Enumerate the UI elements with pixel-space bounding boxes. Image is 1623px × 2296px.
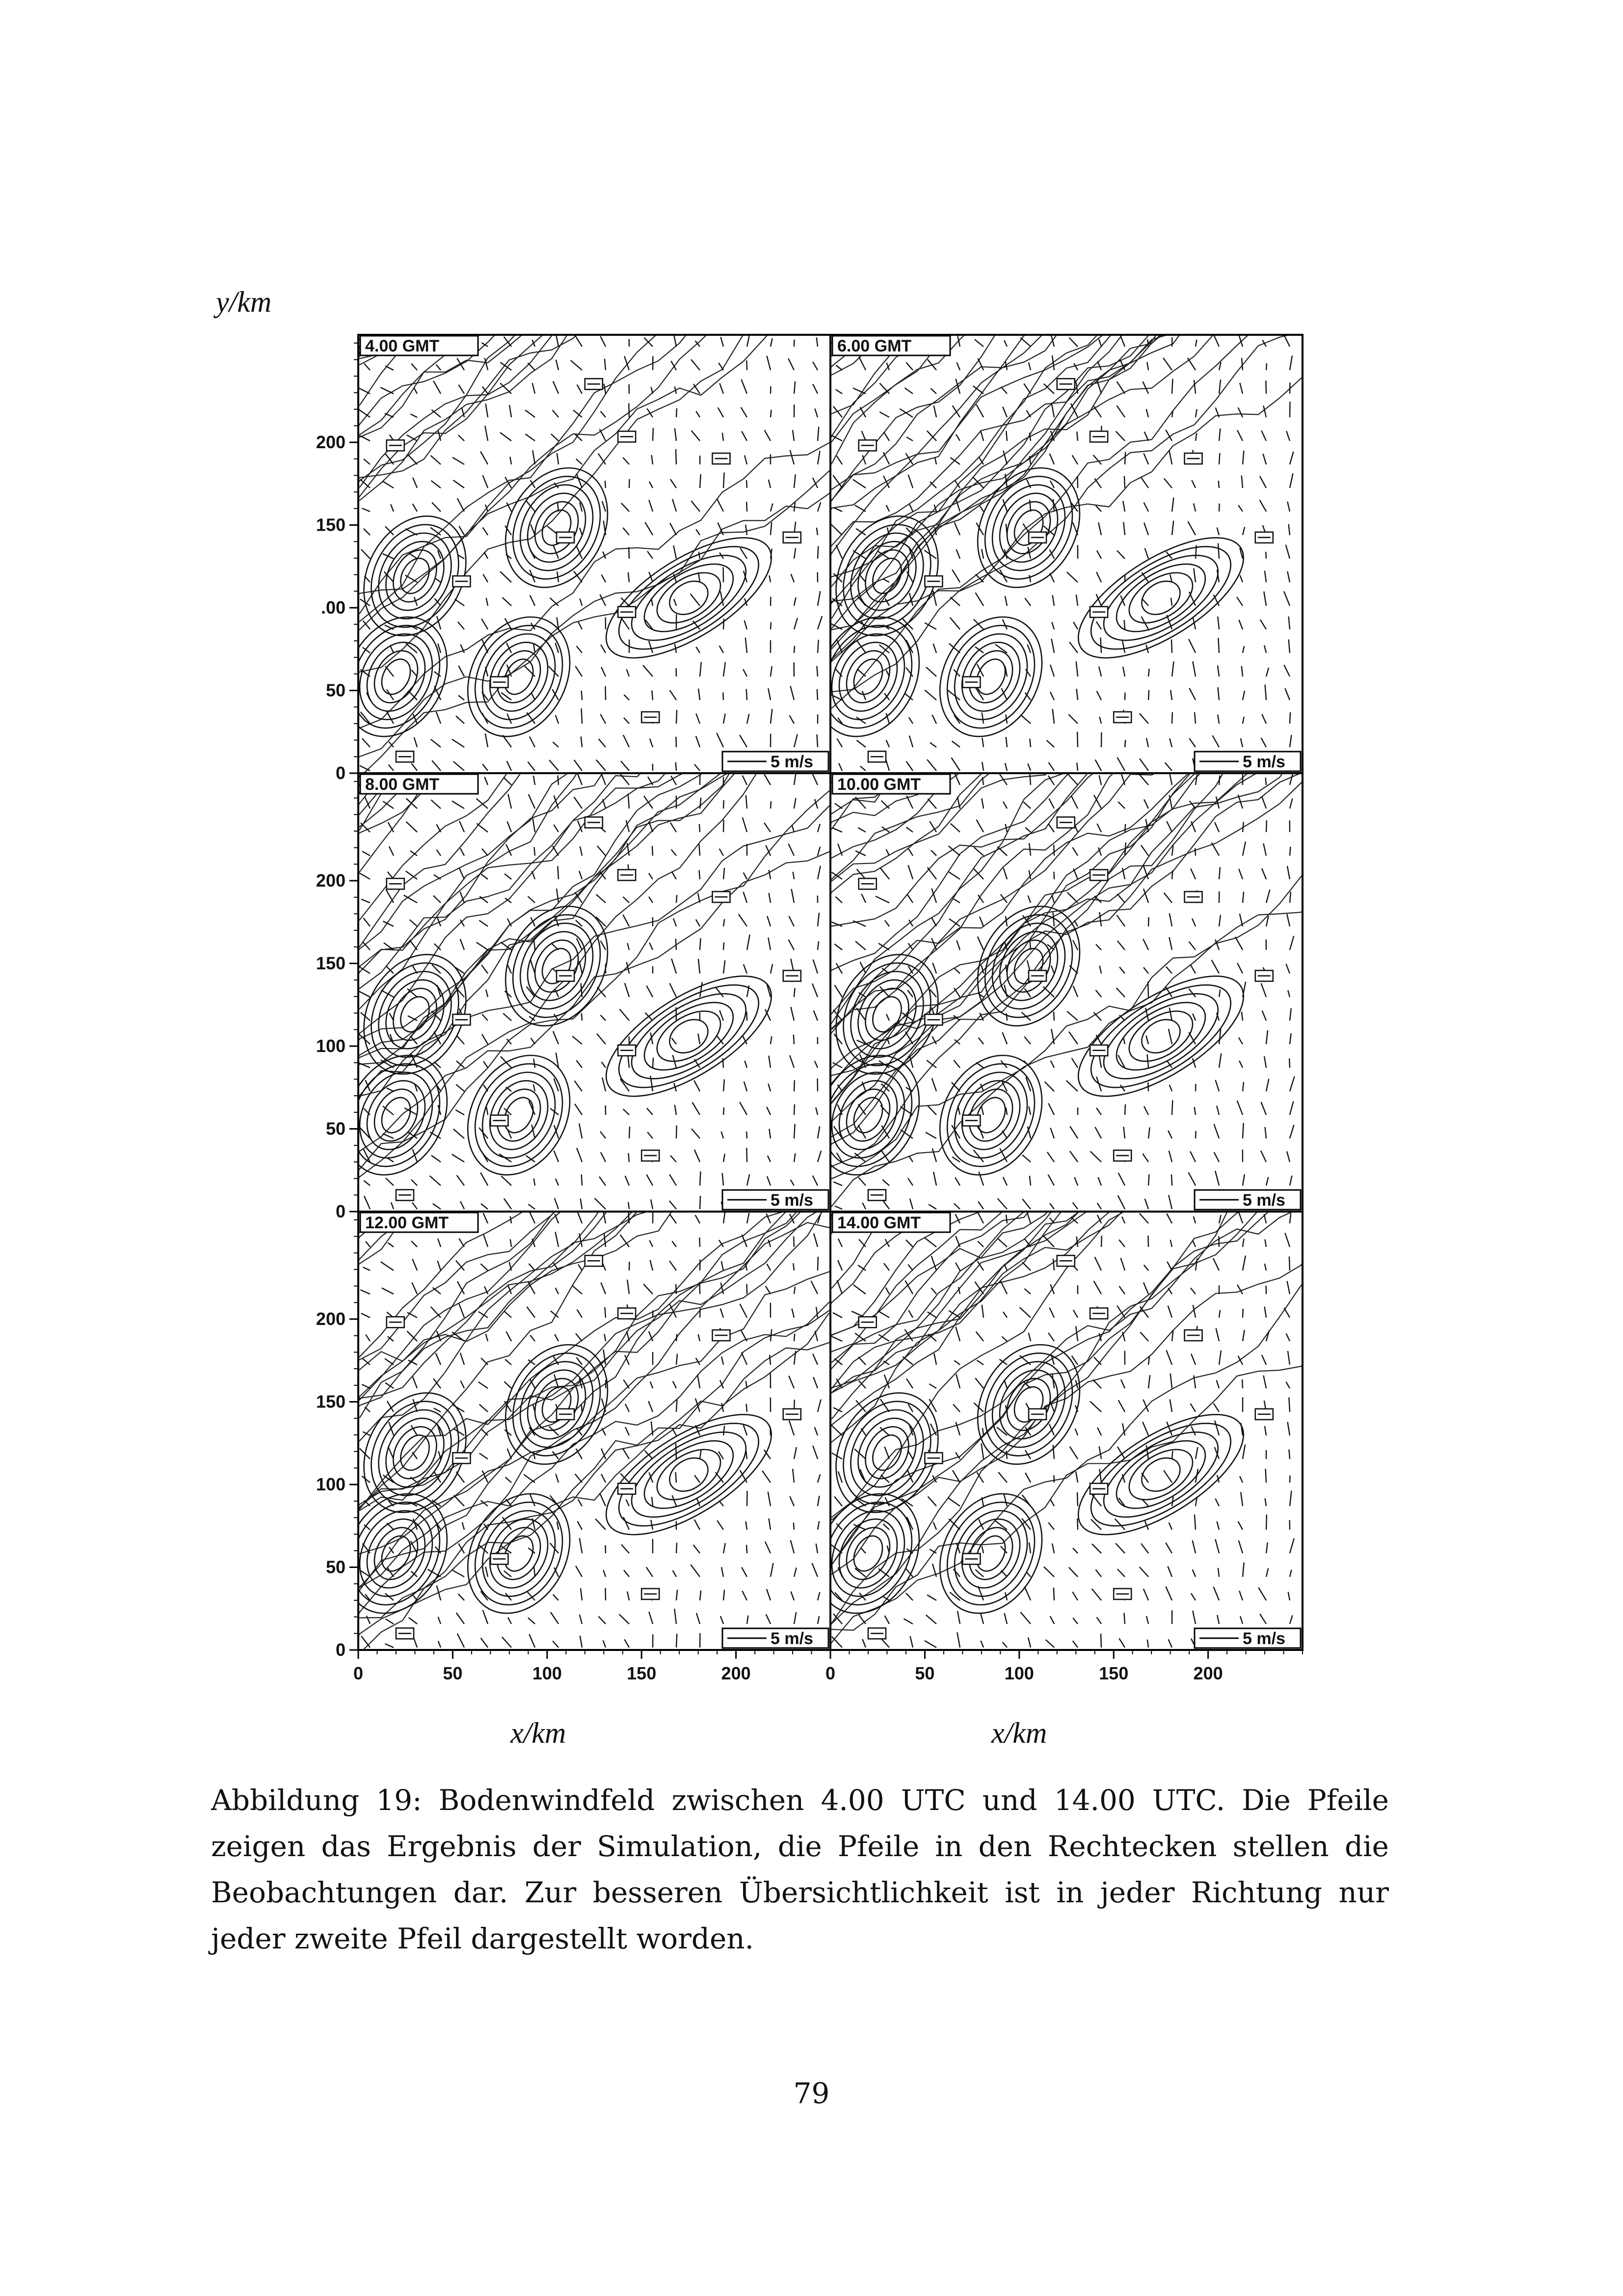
y-axis <box>316 343 358 1660</box>
panel-2 <box>797 0 1322 773</box>
panel-time-label: 14.00 GMT <box>837 1214 921 1232</box>
scale-label: 5 m/s <box>1243 1191 1285 1210</box>
y-tick-label: 200 <box>316 870 346 891</box>
scale-label: 5 m/s <box>771 753 813 771</box>
panel-5 <box>325 787 850 1663</box>
panel-content <box>797 831 1322 1675</box>
y-axis-title: y/km <box>216 286 272 318</box>
x-axis <box>353 1650 1303 1683</box>
panel-time-label: 12.00 GMT <box>365 1214 449 1232</box>
panel-time-label: 10.00 GMT <box>837 775 921 794</box>
figure-caption: Abbildung 19: Bodenwindfeld zwischen 4.00 UTC und 14.00 UTC. Die Pfeile zeigen das Ergebnis der Simulation, die Pfeile in den Rechtecken stellen die Beobachtungen dar. Zur besseren Übersichtlichkeit ist in jeder Richtung nur jeder zweite Pfeil dargestellt worden. <box>211 1783 1389 1955</box>
x-tick-label-right: 150 <box>1099 1663 1129 1683</box>
panel-content <box>325 0 850 786</box>
y-tick-label: 0 <box>335 1201 346 1221</box>
panel-time-label: 8.00 GMT <box>365 775 440 794</box>
observation-boxes <box>859 378 1273 762</box>
x-tick-label-left: 0 <box>353 1663 364 1683</box>
x-tick-label-left: 200 <box>721 1663 751 1683</box>
x-axis-title-right: x/km <box>991 1717 1047 1748</box>
scale-label: 5 m/s <box>1243 753 1285 771</box>
page-number: 79 <box>793 2077 830 2110</box>
panel-content <box>797 0 1322 771</box>
y-tick-label: 100 <box>316 1036 346 1056</box>
y-tick-label: 50 <box>325 680 346 701</box>
y-tick-label: 0 <box>335 763 346 783</box>
panel-frame <box>830 335 1303 773</box>
terrain-rings <box>797 450 1262 755</box>
panel-time-label: 6.00 GMT <box>837 337 912 355</box>
y-tick-label: 150 <box>316 514 346 535</box>
y-tick-label: 50 <box>325 1118 346 1139</box>
y-tick-label: .00 <box>320 597 346 618</box>
panel-frame <box>358 773 830 1212</box>
panel-6 <box>797 831 1322 1675</box>
x-tick-label-right: 0 <box>825 1663 836 1683</box>
y-tick-label: 0 <box>335 1640 346 1660</box>
scale-label: 5 m/s <box>771 1191 813 1210</box>
panel-grid <box>325 0 1322 1675</box>
panel-frame <box>358 335 830 773</box>
observation-boxes <box>859 1255 1273 1639</box>
panel-time-label: 4.00 GMT <box>365 337 440 355</box>
x-tick-label-left: 150 <box>627 1663 657 1683</box>
y-tick-label: 50 <box>325 1557 346 1577</box>
y-tick-label: 150 <box>316 1391 346 1412</box>
contour-lines <box>811 398 1322 1231</box>
y-tick-label: 200 <box>316 432 346 453</box>
contour-lines <box>811 0 1322 717</box>
scale-label: 5 m/s <box>1243 1629 1285 1648</box>
x-tick-label-right: 200 <box>1193 1663 1223 1683</box>
x-tick-label-right: 50 <box>915 1663 935 1683</box>
x-tick-label-left: 50 <box>443 1663 463 1683</box>
contour-lines <box>339 0 850 786</box>
observation-boxes <box>387 1255 801 1639</box>
x-tick-label-left: 100 <box>532 1663 562 1683</box>
observation-boxes <box>859 817 1273 1200</box>
y-tick-label: 100 <box>316 1474 346 1495</box>
y-tick-label: 150 <box>316 953 346 973</box>
scale-label: 5 m/s <box>771 1629 813 1648</box>
y-tick-label: 200 <box>316 1309 346 1329</box>
panel-frame <box>830 773 1303 1212</box>
panel-content <box>325 292 850 1209</box>
x-tick-label-right: 100 <box>1004 1663 1034 1683</box>
panel-1 <box>325 0 850 786</box>
wind-vectors <box>829 1211 1294 1648</box>
observation-boxes <box>387 378 801 762</box>
x-axis-title-left: x/km <box>510 1717 566 1748</box>
